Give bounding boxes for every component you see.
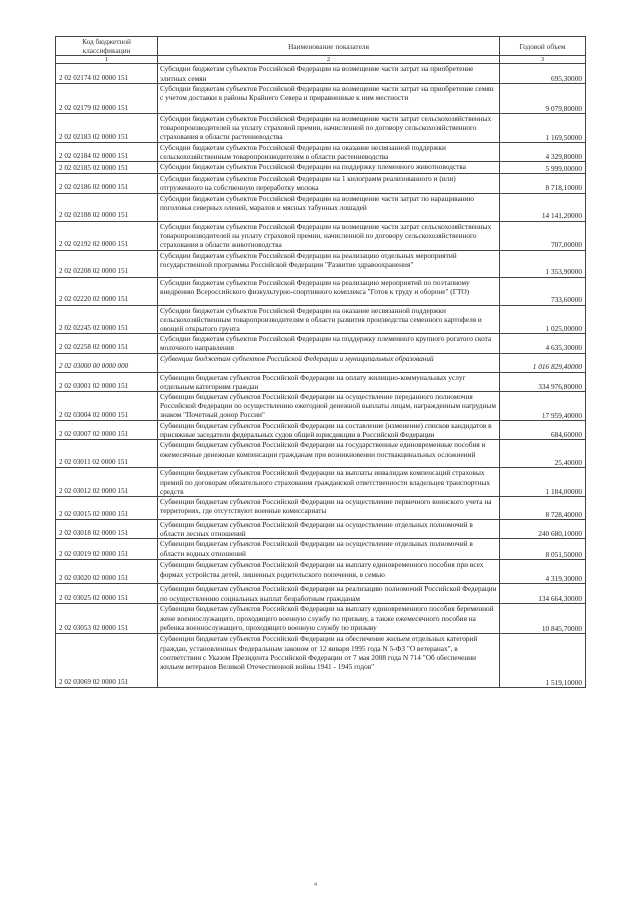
column-number-2: 2 <box>158 56 500 64</box>
table-row <box>56 440 586 468</box>
page-number: 4 <box>314 882 317 888</box>
row-name: Субсидии бюджетам субъектов Российской Федерации на возмещение части затрат по наращиванию поголовья северных оленей, маралов и мясных табунных лошадей <box>158 193 500 221</box>
table-row <box>56 539 586 560</box>
row-name: Субвенции бюджетам субъектов Российской Федерации на реализацию полномочий Российской Федерации по осуществлению социальных выплат безработным гражданам <box>158 584 500 604</box>
row-name: Субвенции бюджетам субъектов Российской Федерации на выплату единовременного пособия при всех формах устройства детей, лишенных родительского попечения, в семью <box>158 560 500 584</box>
row-name: Субсидии бюджетам субъектов Российской Федерации на реализацию отдельных мероприятий государственной программы Российской Федерации "Развитие здравоохранения" <box>158 250 500 277</box>
row-value: 684,60000 <box>500 421 586 440</box>
row-value: 8 728,40000 <box>500 497 586 520</box>
row-code: 2 02 03015 02 0000 151 <box>56 497 158 520</box>
row-name: Субсидии бюджетам субъектов Российской Федерации на поддержку племенного крупного рогатого скота молочного направления <box>158 334 500 353</box>
row-name: Субсидии бюджетам субъектов Российской Федерации на 1 килограмм реализованного и (или) отгруженного на собственную переработку молока <box>158 174 500 193</box>
table-row <box>56 560 586 584</box>
table-row <box>56 584 586 604</box>
table-row <box>56 162 586 174</box>
row-name: Субсидии бюджетам субъектов Российской Федерации на поддержку племенного животноводства <box>158 162 500 174</box>
row-code: 2 02 03000 00 0000 000 <box>56 353 158 372</box>
row-code: 2 02 02186 02 0000 151 <box>56 174 158 193</box>
column-number-3: 3 <box>500 56 586 64</box>
table-row <box>56 64 586 83</box>
row-value: 695,30000 <box>500 64 586 83</box>
table-row <box>56 372 586 391</box>
row-code: 2 02 03011 02 0000 151 <box>56 440 158 468</box>
header-code: Код бюджетной классификации <box>56 37 158 56</box>
row-code: 2 02 02188 02 0000 151 <box>56 193 158 221</box>
row-code: 2 02 03012 02 0000 151 <box>56 468 158 497</box>
row-value: 1 184,00000 <box>500 468 586 497</box>
row-name: Субсидии бюджетам субъектов Российской Федерации на оказание несвязанной поддержки сельскохозяйственным товаропроизводителям в области развития производства семенного картофеля и овощей открытого грунта <box>158 305 500 334</box>
row-code: 2 02 03001 02 0000 151 <box>56 372 158 391</box>
row-value: 14 141,20000 <box>500 193 586 221</box>
table-row <box>56 83 586 113</box>
row-code: 2 02 03053 02 0000 151 <box>56 604 158 634</box>
row-code: 2 02 02179 02 0000 151 <box>56 83 158 113</box>
row-value: 17 959,40000 <box>500 392 586 421</box>
table-row <box>56 520 586 539</box>
row-value: 8 718,10000 <box>500 174 586 193</box>
row-name: Субсидии бюджетам субъектов Российской Федерации на возмещение части затрат на приобретение элитных семян <box>158 64 500 83</box>
row-value: 134 664,30000 <box>500 584 586 604</box>
table-row <box>56 277 586 305</box>
row-code: 2 02 02258 02 0000 151 <box>56 334 158 353</box>
row-name: Субсидии бюджетам субъектов Российской Федерации на возмещение части затрат на приобретение семян с учетом доставки в районы Крайнего Севера и приравненные к ним местности <box>158 83 500 113</box>
row-value: 4 635,30000 <box>500 334 586 353</box>
table-row <box>56 221 586 250</box>
row-code: 2 02 02192 02 0000 151 <box>56 221 158 250</box>
table-row <box>56 250 586 277</box>
row-name: Субвенции бюджетам субъектов Российской Федерации на осуществление переданного полномочия Российской Федерации по осуществлению ежегодной денежной выплаты лицам, награжденным нагрудным знаком "Почетный донор России" <box>158 392 500 421</box>
row-value: 5 999,00000 <box>500 162 586 174</box>
table-row <box>56 468 586 497</box>
table-row <box>56 421 586 440</box>
row-name: Субсидии бюджетам субъектов Российской Федерации на оказание несвязанной поддержки сельскохозяйственным товаропроизводителям в области растениеводства <box>158 142 500 161</box>
row-code: 2 02 03019 02 0000 151 <box>56 539 158 560</box>
column-number-row <box>56 56 586 64</box>
row-value: 9 079,80000 <box>500 83 586 113</box>
row-name: Субвенции бюджетам субъектов Российской Федерации на обеспечение жильем отдельных категорий граждан, установленных Федеральным законом от 12 января 1995 года N 5-ФЗ "О ветеранах", в соответствии с Указом Президента Российской Федерации от 7 мая 2008 года N 714 "Об обеспечении жильем ветеранов Великой Отечественной войны 1941 - 1945 годов" <box>158 634 500 688</box>
table-row <box>56 604 586 634</box>
table-header-row <box>56 37 586 56</box>
table-row <box>56 497 586 520</box>
row-value: 25,40000 <box>500 440 586 468</box>
budget-table <box>55 36 586 688</box>
table-row <box>56 174 586 193</box>
row-value: 240 680,10000 <box>500 520 586 539</box>
row-code: 2 02 02220 02 0000 151 <box>56 277 158 305</box>
column-number-1: 1 <box>56 56 158 64</box>
row-value: 1 353,90000 <box>500 250 586 277</box>
row-code: 2 02 02185 02 0000 151 <box>56 162 158 174</box>
row-code: 2 02 02184 02 0000 151 <box>56 142 158 161</box>
row-name: Субсидии бюджетам субъектов Российской Федерации на возмещение части затрат сельскохозяйственных товаропроизводителей на уплату страховой премии, начисленной по договору сельскохозяйственного страхования в области растениеводства <box>158 113 500 142</box>
row-name: Субвенции бюджетам субъектов Российской Федерации на осуществление первичного воинского учета на территориях, где отсутствуют военные комиссариаты <box>158 497 500 520</box>
row-name: Субсидии бюджетам субъектов Российской Федерации на возмещение части затрат сельскохозяйственных товаропроизводителей на уплату страховой премии, начисленной по договору сельскохозяйственного страхования в области животноводства <box>158 221 500 250</box>
row-name: Субвенции бюджетам субъектов Российской Федерации и муниципальных образований <box>158 353 500 372</box>
row-code: 2 02 02183 02 0000 151 <box>56 113 158 142</box>
table-row <box>56 334 586 353</box>
row-code: 2 02 03007 02 0000 151 <box>56 421 158 440</box>
row-code: 2 02 03018 02 0000 151 <box>56 520 158 539</box>
table-row <box>56 353 586 372</box>
row-name: Субвенции бюджетам субъектов Российской Федерации на государственные единовременные пособия и ежемесячные денежные компенсации гражданам при возникновении поствакцинальных осложнений <box>158 440 500 468</box>
row-value: 1 025,00000 <box>500 305 586 334</box>
row-name: Субвенции бюджетам субъектов Российской Федерации на выплату единовременного пособия беременной жене военнослужащего, проходящего военную службу по призыву, а также ежемесячного пособия на ребенка военнослужащего, проходящего военную службу по призыву <box>158 604 500 634</box>
row-value: 1 016 829,40000 <box>500 353 586 372</box>
table-row <box>56 634 586 688</box>
budget-table-sheet <box>55 36 585 688</box>
row-value: 334 976,80000 <box>500 372 586 391</box>
row-value: 10 845,70000 <box>500 604 586 634</box>
row-name: Субсидии бюджетам субъектов Российской Федерации на реализацию мероприятий по поэтапному внедрению Всероссийского физкультурно-спортивного комплекса "Готов к труду и обороне" (ГТО) <box>158 277 500 305</box>
row-value: 1 169,50000 <box>500 113 586 142</box>
row-value: 707,00000 <box>500 221 586 250</box>
table-row <box>56 305 586 334</box>
row-value: 4 329,80000 <box>500 142 586 161</box>
table-row <box>56 193 586 221</box>
row-name: Субвенции бюджетам субъектов Российской Федерации на оплату жилищно-коммунальных услуг отдельным категориям граждан <box>158 372 500 391</box>
row-name: Субвенции бюджетам субъектов Российской Федерации на составление (изменение) списков кандидатов в присяжные заседатели федеральных судов общей юрисдикции в Российской Федерации <box>158 421 500 440</box>
table-row <box>56 113 586 142</box>
row-code: 2 02 03020 02 0000 151 <box>56 560 158 584</box>
table-row <box>56 392 586 421</box>
row-value: 733,60000 <box>500 277 586 305</box>
row-code: 2 02 02245 02 0000 151 <box>56 305 158 334</box>
table-row <box>56 142 586 161</box>
row-code: 2 02 03069 02 0000 151 <box>56 634 158 688</box>
row-value: 1 519,10000 <box>500 634 586 688</box>
row-code: 2 02 02208 02 0000 151 <box>56 250 158 277</box>
row-name: Субвенции бюджетам субъектов Российской Федерации на выплаты инвалидам компенсаций страховых премий по договорам обязательного страхования гражданской ответственности владельцев транспортных средств <box>158 468 500 497</box>
row-name: Субвенции бюджетам субъектов Российской Федерации на осуществление отдельных полномочий в области водных отношений <box>158 539 500 560</box>
row-code: 2 02 02174 02 0000 151 <box>56 64 158 83</box>
row-name: Субвенции бюджетам субъектов Российской Федерации на осуществление отдельных полномочий в области лесных отношений <box>158 520 500 539</box>
header-value: Годовой объем <box>500 37 586 56</box>
header-name: Наименование показателя <box>158 37 500 56</box>
row-code: 2 02 03025 02 0000 151 <box>56 584 158 604</box>
row-value: 8 051,50000 <box>500 539 586 560</box>
row-value: 4 319,30000 <box>500 560 586 584</box>
row-code: 2 02 03004 02 0000 151 <box>56 392 158 421</box>
